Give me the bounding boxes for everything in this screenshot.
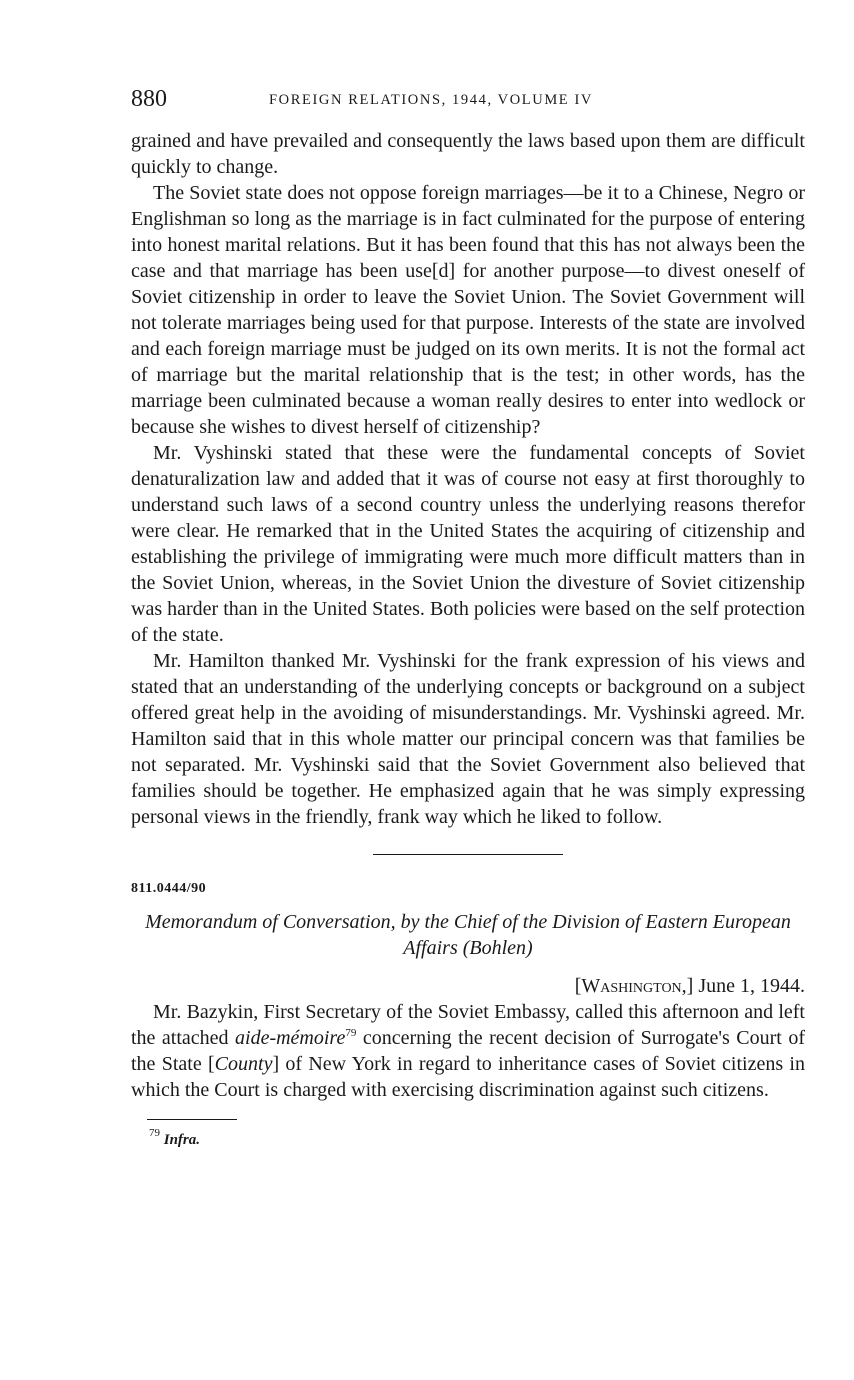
paragraph-vyshinski-concepts: Mr. Vyshinski stated that these were the fundamental concepts of Soviet denaturalization law and added that it was of course not easy at first thoroughly to understand such laws of a second country unless the underlying reasons therefor were clear. He remarked that in the United States the acquiring of citizenship and establishing the privilege of immigrating were much more difficult matters than in the Soviet Union, whereas, in the Soviet Union the divesture of Soviet citizenship was harder than in the United States. Both policies were based on the self protection of the state. — [131, 442, 805, 646]
body-italic-county: County — [214, 1053, 273, 1075]
paragraph-hamilton-thanks: Mr. Hamilton thanked Mr. Vyshinski for the frank expression of his views and stated that an understanding of the underlying concepts or background on a subject offered great help in the avoiding of misunderstandings. Mr. Vyshinski agreed. Mr. Hamilton said that in this whole matter our principal concern was that families be not separated. Mr. Vyshinski said that the Soviet Government also believed that families should be together. He emphasized again that he was simply expressing personal views in the friendly, frank way which he liked to follow. — [131, 650, 805, 828]
page-number: 880 — [131, 86, 167, 112]
footnote — [149, 1127, 805, 1150]
body-text-3: ] of New York in regard to inheritance cases of Soviet citizens in which the Court is charged with exercising discrimination against such citizens. — [131, 1053, 805, 1101]
footnote-number: 79 — [149, 1127, 160, 1139]
document-page — [131, 84, 805, 1150]
footnote-text: Infra. — [163, 1132, 201, 1148]
file-number: 811.0444/90 — [131, 881, 207, 896]
dateline-place: [Washington,] — [574, 975, 694, 997]
footnote-divider — [147, 1119, 237, 1120]
paragraph-soviet-marriages: The Soviet state does not oppose foreign marriages—be it to a Chinese, Negro or Englishman so long as the marriage is in fact culminated for the purpose of entering into honest marital relations. But it has been found that this has not always been the case and that marriage has been use[d] for another purpose—to divest oneself of Soviet citizenship in order to leave the Soviet Union. The Soviet Government will not tolerate marriages being used for that purpose. Interests of the state are involved and each foreign marriage must be judged on its own merits. It is not the formal act of marriage but the marital relationship that is the test; in other words, has the marriage been culminated because a woman really desires to enter into wedlock or because she wishes to divest herself of citizenship? — [131, 182, 805, 438]
body-text-2: concerning the recent decision of Surrogate's Court of the State [ — [131, 1027, 805, 1075]
dateline — [131, 973, 805, 999]
dateline-date: June 1, 1944. — [698, 975, 805, 997]
paragraph-bazykin — [131, 999, 805, 1103]
footnote-reference: 79 — [345, 1027, 357, 1039]
paragraph-continued: grained and have prevailed and consequently the laws based upon them are difficult quickly to change. — [131, 130, 805, 178]
journal-title: FOREIGN RELATIONS, 1944, VOLUME IV — [269, 92, 593, 108]
memo-heading: Memorandum of Conversation, by the Chief of the Division of Eastern European Affairs (Bohlen) — [145, 911, 791, 959]
section-divider — [373, 854, 563, 855]
body-text-1: Mr. Bazykin, First Secretary of the Soviet Embassy, called this afternoon and left the attached — [131, 1001, 805, 1049]
body-italic-aide-memoire: aide-mémoire — [235, 1027, 346, 1049]
running-head — [131, 84, 805, 114]
